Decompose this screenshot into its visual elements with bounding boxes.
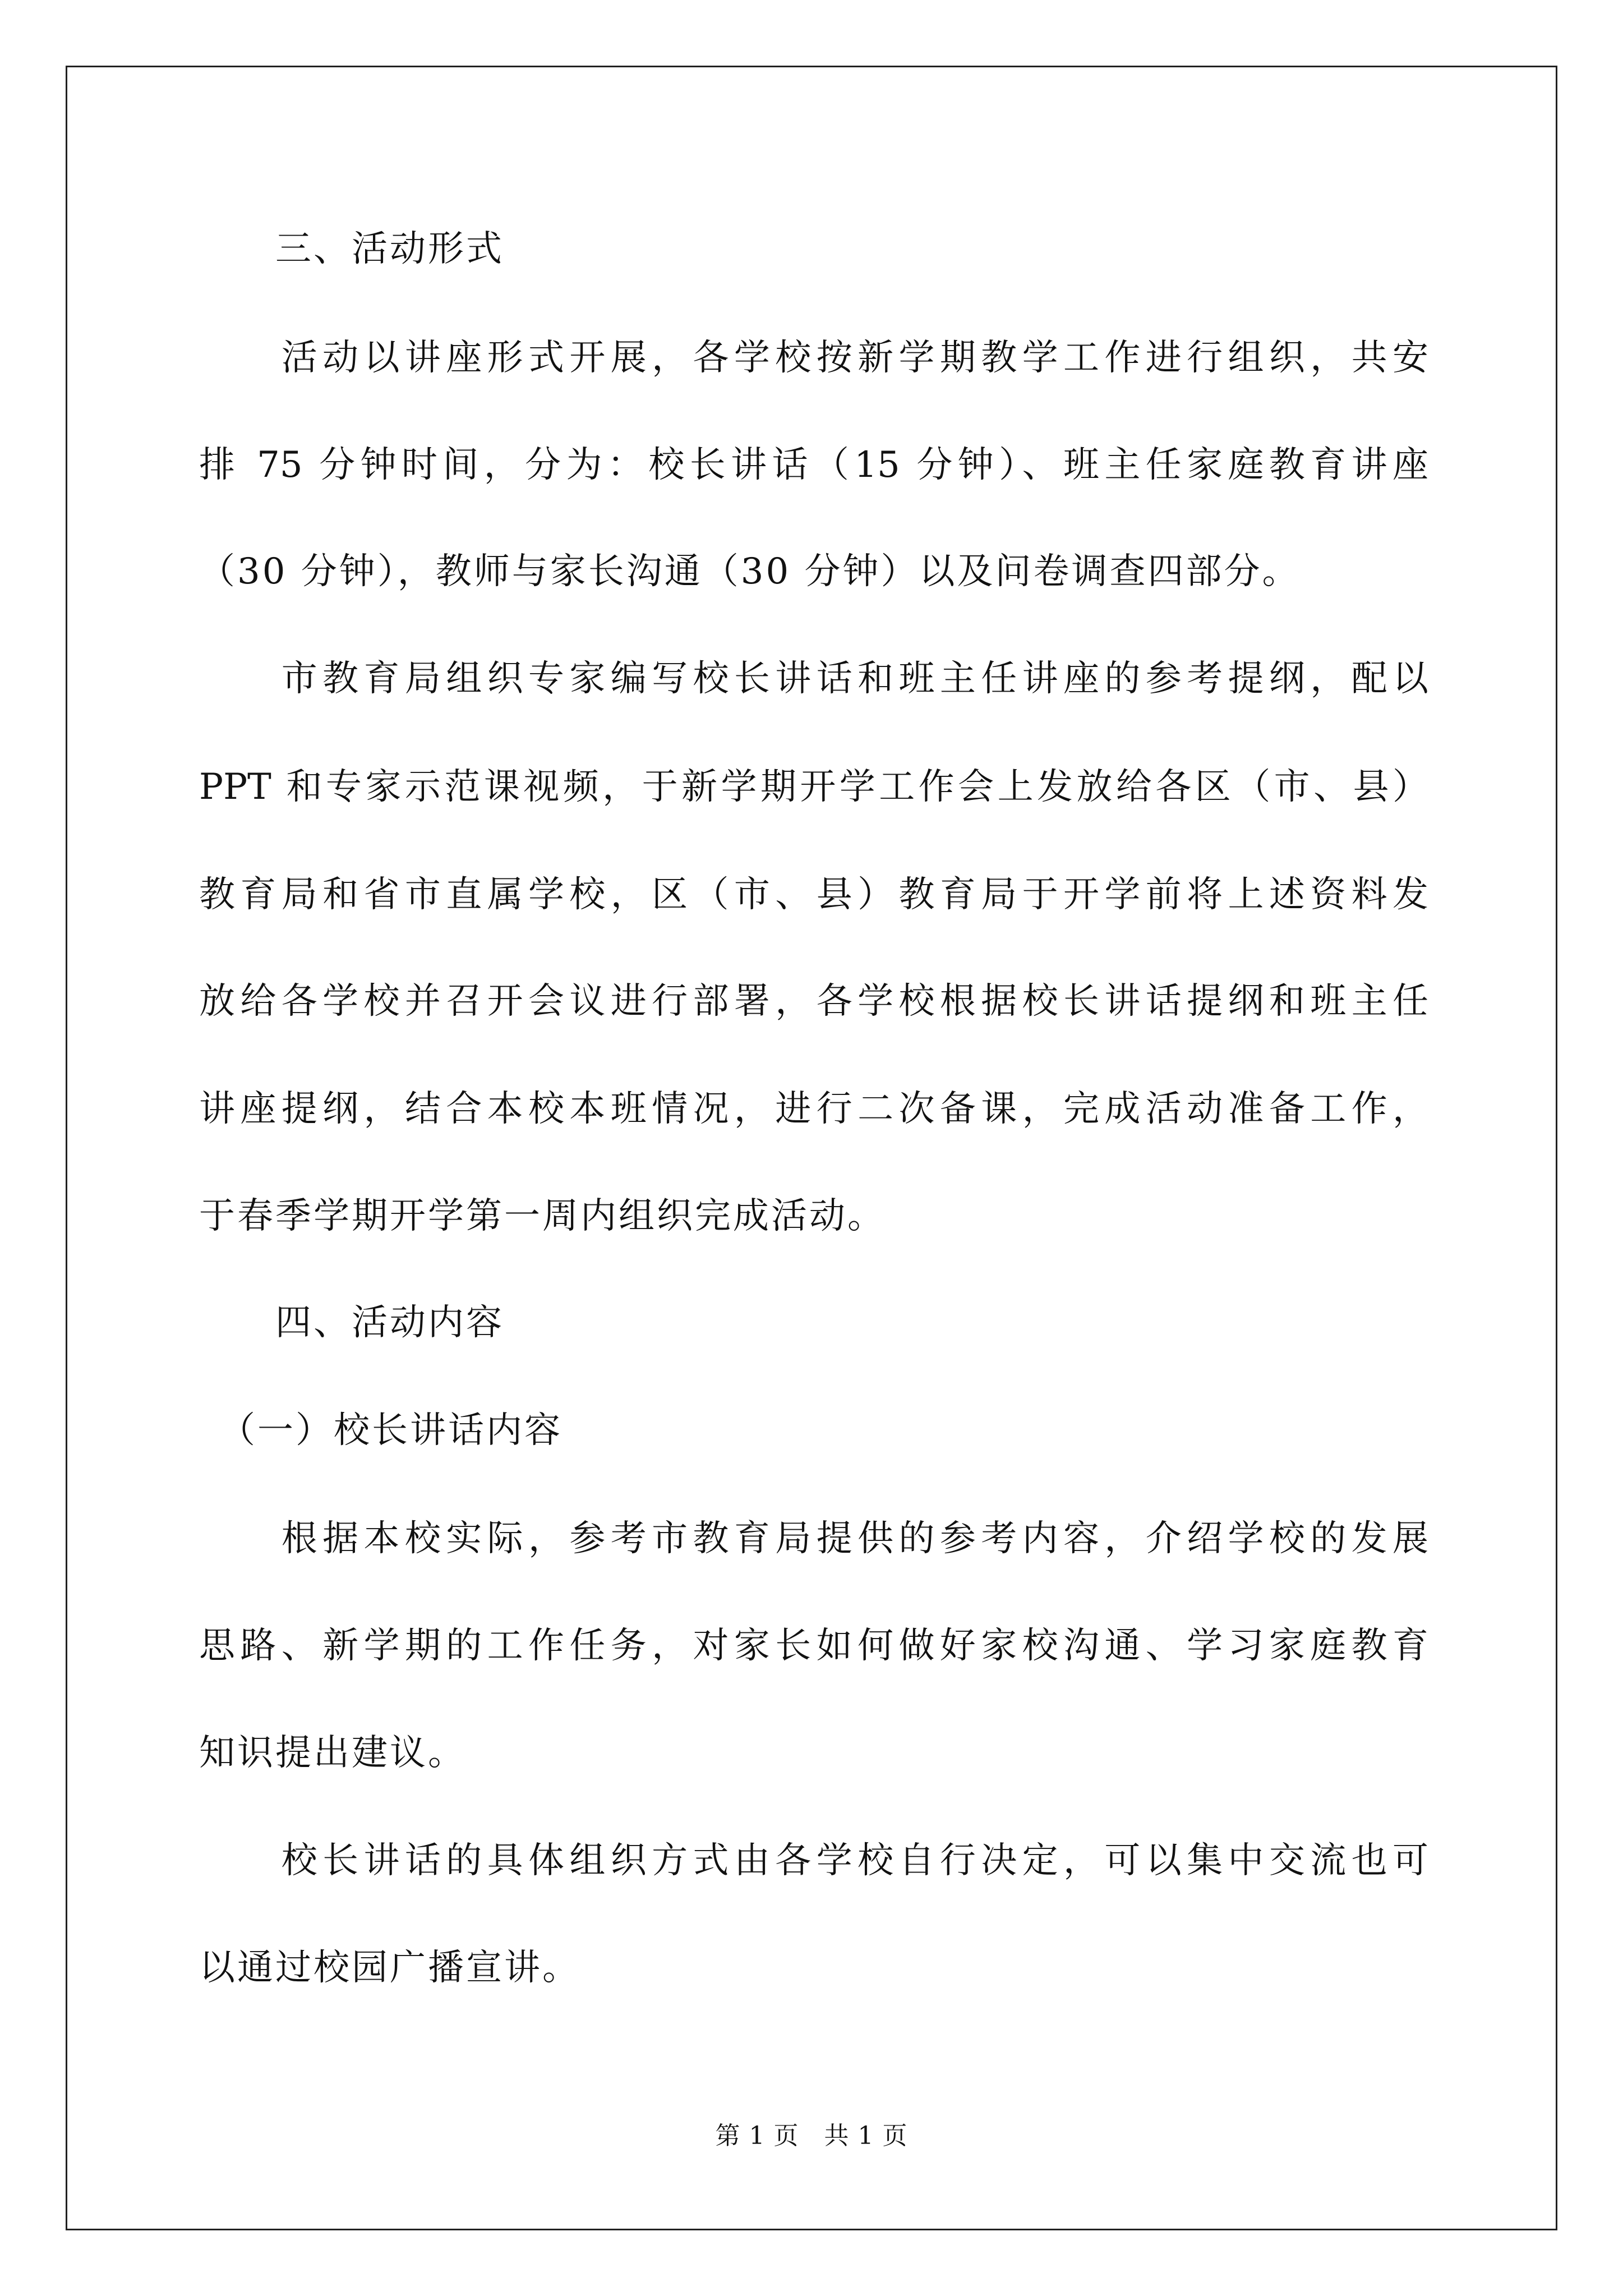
paragraph-line: 校长讲话的具体组织方式由各学校自行决定，可以集中交流也可 — [199, 1840, 1428, 1881]
subsection-heading-principal-speech: （一）校长讲话内容 — [199, 1410, 562, 1451]
page-border — [66, 66, 1557, 2230]
paragraph-line: 活动以讲座形式开展，各学校按新学期教学工作进行组织，共安 — [199, 337, 1428, 379]
paragraph-line: 以通过校园广播宣讲。 — [199, 1947, 580, 1989]
paragraph-line: 思路、新学期的工作任务，对家长如何做好家校沟通、学习家庭教育 — [199, 1625, 1428, 1667]
paragraph-line: 市教育局组织专家编写校长讲话和班主任讲座的参考提纲，配以 — [199, 658, 1428, 700]
paragraph-line: 讲座提纲，结合本校本班情况，进行二次备课，完成活动准备工作， — [199, 1088, 1428, 1130]
section-heading-activity-content: 四、活动内容 — [199, 1302, 504, 1343]
paragraph-line: PPT 和专家示范课视频，于新学期开学工作会上发放给各区（市、县） — [199, 766, 1428, 808]
page-number-footer: 第 1 页 共 1 页 — [715, 2122, 908, 2150]
paragraph-line: 放给各学校并召开会议进行部署，各学校根据校长讲话提纲和班主任 — [199, 981, 1428, 1022]
paragraph-line: 教育局和省市直属学校，区（市、县）教育局于开学前将上述资料发 — [199, 874, 1428, 915]
paragraph-line: 根据本校实际，参考市教育局提供的参考内容，介绍学校的发展 — [199, 1518, 1428, 1559]
paragraph-line: （30 分钟），教师与家长沟通（30 分钟）以及问卷调查四部分。 — [199, 551, 1301, 592]
section-heading-activity-form: 三、活动形式 — [199, 228, 504, 270]
paragraph-line: 排 75 分钟时间，分为：校长讲话（15 分钟）、班主任家庭教育讲座 — [199, 444, 1428, 486]
paragraph-line: 于春季学期开学第一周内组织完成活动。 — [199, 1195, 886, 1237]
paragraph-line: 知识提出建议。 — [199, 1732, 466, 1774]
